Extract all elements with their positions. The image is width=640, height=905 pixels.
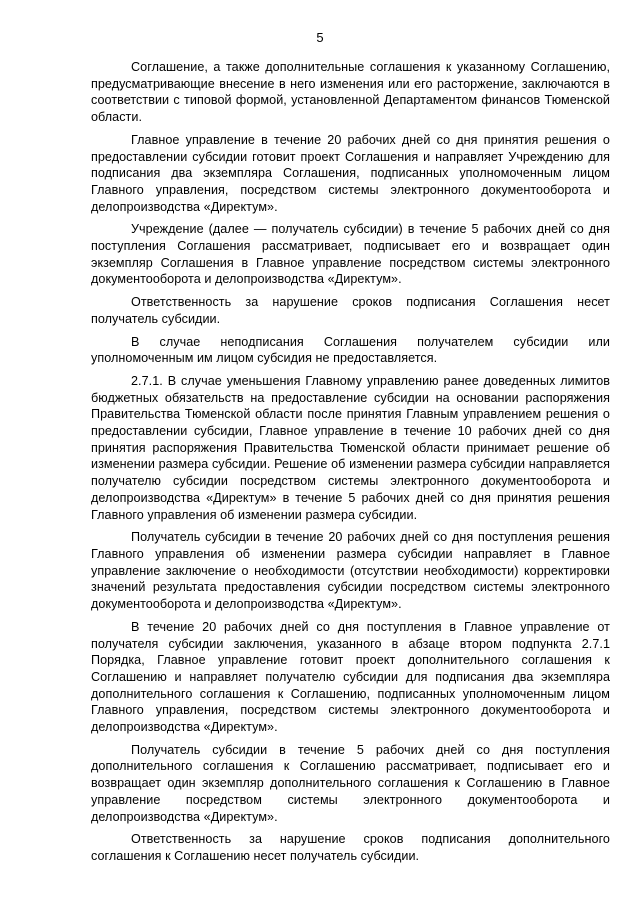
paragraph-agreement-form: Соглашение, а также дополнительные соглашения к указанному Соглашению, предусматривающие внесение в него изменения или его расторжение, заключаются в соответствии с типовой формой, установленной Департаментом финансов Тюменской области. <box>91 60 610 125</box>
paragraph-additional-agreement-responsibility: Ответственность за нарушение сроков подписания дополнительного соглашения к Соглашению несет получатель субсидии. <box>91 832 610 863</box>
page-number: 5 <box>316 30 324 45</box>
paragraph-agreement-preparation: Главное управление в течение 20 рабочих дней со дня принятия решения о предоставлении субсидии готовит проект Соглашения и направляет Учреждению для подписания два экземпляра Соглашения, подписанных уполномоченным лицом Главного управления, посредством системы электронного документооборота и делопроизводства «Директум». <box>91 132 610 214</box>
paragraph-unsigned-agreement: В случае неподписания Соглашения получателем субсидии или уполномоченным им лицом субсидия не предоставляется. <box>91 334 610 366</box>
paragraph-additional-agreement-signing: Получатель субсидии в течение 5 рабочих дней со дня поступления дополнительного соглашения к Соглашению рассматривает, подписывает его и возвращает один экземпляр дополнительного соглашения к Соглашению в Главное управление посредством системы электронного документооборота и делопроизводства «Директум». <box>91 742 610 824</box>
paragraph-recipient-conclusion: Получатель субсидии в течение 20 рабочих дней со дня поступления решения Главного управления об изменении размера субсидии направляет в Главное управление заключение о необходимости (отсутствии необходимости) корректировки значений результата предоставления субсидии посредством системы электронного документооборота и делопроизводства «Директум». <box>91 530 610 612</box>
paragraph-signing-responsibility: Ответственность за нарушение сроков подписания Соглашения несет получатель субсидии. <box>91 295 610 326</box>
paragraph-additional-agreement-preparation: В течение 20 рабочих дней со дня поступления в Главное управление от получателя субсидии заключения, указанного в абзаце втором подпункта 2.7.1 Порядка, Главное управление готовит проект дополнительного соглашения к Соглашению и направляет получателю субсидии для подписания два экземпляра дополнительного соглашения к Соглашению, подписанных уполномоченным лицом Главного управления, посредством системы электронного документооборота и делопроизводства «Директум». <box>91 619 610 735</box>
document-body <box>91 59 610 871</box>
paragraph-institution-signing: Учреждение (далее — получатель субсидии) в течение 5 рабочих дней со дня поступления Соглашения рассматривает, подписывает его и возвращает один экземпляр Соглашения в Главное управление посредством системы электронного документооборота и делопроизводства «Директум». <box>91 222 610 287</box>
paragraph-2-7-1-subsidy-reduction: 2.7.1. В случае уменьшения Главному управлению ранее доведенных лимитов бюджетных обязательств на предоставление субсидии на основании распоряжения Правительства Тюменской области после принятия Главным управлением решения о предоставлении субсидии, Главное управление в течение 10 рабочих дней со дня принятия распоряжения Правительства Тюменской области принимает решение об изменении размера субсидии. Решение об изменении размера субсидии направляется получателю субсидии посредством системы электронного документооборота и делопроизводства «Директум» в течение 5 рабочих дней со дня принятия решения Главного управления об изменении размера субсидии. <box>91 373 610 522</box>
